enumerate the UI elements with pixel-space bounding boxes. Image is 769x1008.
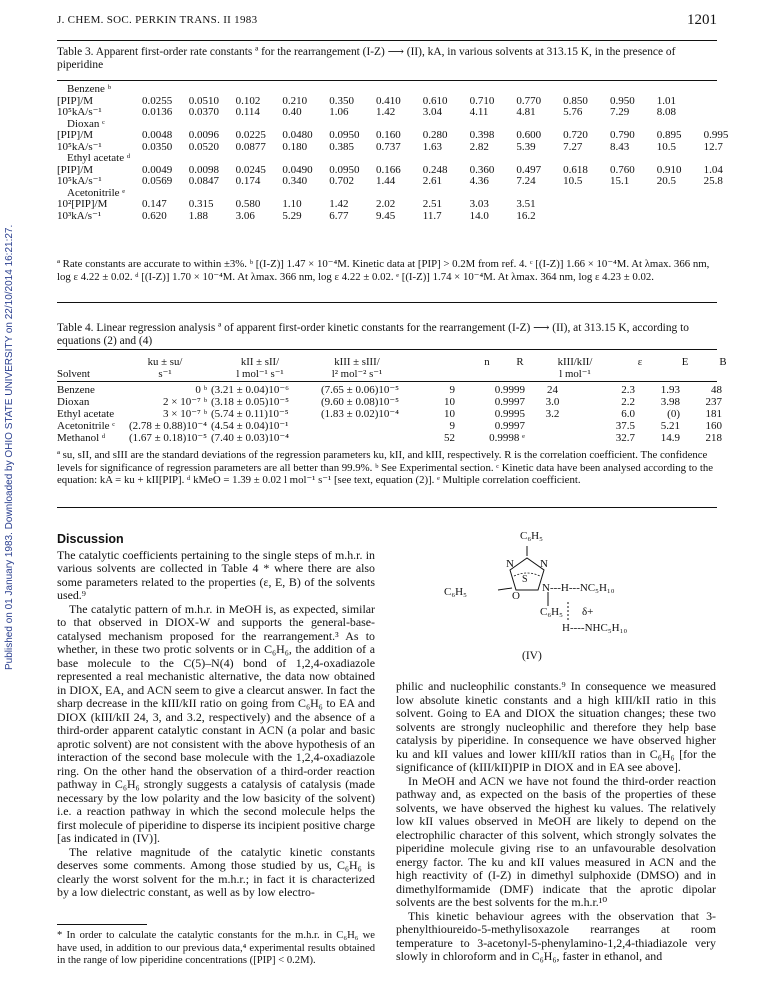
table-cell: 4.36: [469, 175, 489, 187]
table-cell: 2.02: [375, 198, 396, 210]
table-cell: 1.44: [375, 175, 396, 187]
table-cell: 1.93: [660, 384, 680, 396]
table-cell: 10: [444, 408, 455, 420]
table-cell: Ethyl acetate: [57, 408, 115, 420]
discussion-footnote: * In order to calculate the catalytic constants for the m.h.r. in C₆H₆ we have used, in addition to our previous data,⁴ experimental results obtained in the range of low piperidine concentrations ([PIP] < 0.2M).: [57, 930, 375, 966]
table-cell: Acetonitrile ᶜ: [57, 420, 116, 432]
table-cell: (4.54 ± 0.04)10⁻¹: [211, 420, 289, 432]
table-row: [57, 432, 722, 444]
table-cell: 25.8: [703, 175, 723, 187]
table-cell: 0.600: [516, 129, 542, 141]
table-cell: 16.2: [516, 209, 536, 222]
table-cell: [321, 420, 427, 432]
table-cell: 0.0225: [235, 129, 266, 141]
table-cell: (2.78 ± 0.88)10⁻⁴: [128, 420, 207, 432]
divider: [57, 349, 717, 350]
table-row: [57, 142, 750, 154]
phenyl-top: C₆H₅: [520, 530, 543, 542]
table-cell: 15.1: [609, 175, 630, 187]
column-header: ku ± su/ s⁻¹: [147, 356, 183, 380]
table-row: [57, 130, 750, 142]
table-cell: Benzene: [57, 384, 95, 396]
table-cell: 1.42: [329, 198, 349, 210]
table-cell: 0.410: [375, 94, 401, 107]
table-cell: 32.7: [615, 432, 635, 444]
table-cell: 5.39: [516, 140, 536, 153]
paragraph: This kinetic behaviour agrees with the observation that 3-phenylthioureido-5-methylisoxazole rearranges at room temperature to 3-acetonyl-5-phenylamino-1,2,4-thiadiazole very slowly in chloroform and in C₆H₆, faster in ethanol, and: [396, 908, 716, 963]
row-label: 10²[PIP]/M: [57, 198, 108, 210]
table-row: [57, 420, 722, 432]
atom-n: N: [540, 558, 548, 570]
table-cell: 0.0136: [142, 106, 173, 118]
column-header: kIII/kII/ l mol⁻¹: [557, 356, 593, 380]
paragraph: The relative magnitude of the catalytic kinetic constants deserves some comments. Among those studied by us, C₆H₆ is clearly the worst solvent for the m.h.r.; in fact it is characterized by a low dielectric constant, as well as by low electro-: [57, 844, 375, 899]
table-cell: 0.910: [656, 163, 682, 176]
structure-iv: [440, 530, 630, 670]
table-cell: 0.0048: [142, 129, 173, 141]
table-cell: 0.0049: [142, 163, 173, 176]
table-cell: 10.5: [656, 140, 677, 153]
table-cell: (3.18 ± 0.05)10⁻⁵: [211, 396, 290, 408]
table4: [57, 384, 722, 444]
phenyl-left: C₆H₅: [444, 586, 467, 598]
table-cell: 10.5: [563, 175, 583, 187]
table-cell: 0.9997: [494, 420, 525, 432]
table3-section-name: Dioxan ᶜ: [67, 117, 105, 130]
table-cell: 1.88: [188, 209, 209, 222]
table-cell: 0.166: [375, 163, 401, 176]
table-cell: (1.83 ± 0.02)10⁻⁴: [321, 408, 400, 420]
table-cell: 0.720: [563, 129, 588, 141]
table-cell: 8.43: [609, 140, 630, 153]
table-cell: 0.0490: [282, 163, 313, 176]
table-cell: 0.620: [142, 209, 167, 222]
table-row: [57, 199, 750, 211]
table-cell: 237: [705, 396, 722, 408]
table-cell: 4.11: [469, 106, 489, 118]
phenyl-lower: C₆H₅: [540, 606, 563, 618]
row-label: 10⁵kA/s⁻¹: [57, 175, 102, 187]
table-cell: 0.580: [235, 198, 261, 210]
table-cell: 0.0096: [188, 129, 220, 141]
table-cell: 9: [449, 420, 455, 432]
table-row: [57, 107, 750, 119]
table-cell: 14.0: [469, 209, 489, 222]
table-cell: 0.0877: [235, 140, 266, 153]
table-cell: 4.81: [516, 106, 536, 118]
table-cell: 1.01: [656, 94, 677, 107]
table-cell: 1.63: [422, 140, 443, 153]
table-row: [57, 176, 750, 188]
table-cell: (5.74 ± 0.11)10⁻⁵: [211, 408, 289, 420]
column-header: E: [681, 356, 689, 368]
table-cell: 2.61: [422, 175, 443, 187]
table-cell: 0.710: [469, 94, 495, 107]
table-cell: 7.24: [516, 175, 536, 187]
table-cell: 0.895: [656, 129, 682, 141]
table-cell: 181: [705, 408, 722, 420]
table-cell: 2.51: [422, 198, 443, 210]
table-cell: 0.0950: [329, 163, 360, 176]
discussion-left-column: [57, 533, 375, 900]
table-cell: 0.147: [142, 198, 167, 210]
divider: [57, 40, 717, 41]
table3-section-name: Ethyl acetate ᵈ: [67, 152, 131, 164]
row-label: [PIP]/M: [57, 163, 94, 176]
row-label: [PIP]/M: [57, 94, 94, 107]
table-cell: 0.850: [563, 94, 588, 107]
table-cell: 8.08: [656, 106, 677, 118]
table-cell: [525, 432, 580, 444]
table-cell: 0.9999: [494, 384, 525, 396]
table-cell: 5.21: [660, 420, 680, 432]
table-cell: (1.67 ± 0.18)10⁻⁵: [128, 432, 207, 444]
table-cell: 0.0847: [188, 175, 220, 187]
table-cell: 0.0950: [329, 129, 360, 141]
table-cell: 1.06: [329, 106, 349, 118]
table-cell: 52: [444, 432, 455, 444]
table-cell: 3.06: [235, 209, 255, 222]
table-cell: (7.65 ± 0.06)10⁻⁵: [321, 384, 400, 396]
table-cell: 1.04: [703, 163, 723, 176]
table-cell: 3.0: [545, 396, 560, 408]
table-cell: 0.737: [375, 140, 401, 153]
table-cell: 0.114: [235, 106, 260, 118]
table-cell: 0 ᵇ: [195, 384, 207, 396]
table3-section-name: Benzene ᵇ: [67, 83, 112, 95]
table-cell: 0.0098: [188, 163, 220, 176]
table-cell: 3.98: [660, 396, 680, 408]
table-cell: 0.497: [516, 163, 542, 176]
table-cell: [525, 420, 580, 432]
delta-plus: δ+: [582, 606, 594, 618]
table-cell: 0.9995: [494, 408, 525, 420]
table-cell: (9.60 ± 0.08)10⁻⁵: [321, 396, 400, 408]
table-cell: 3 × 10⁻⁷ ᵇ: [163, 408, 207, 420]
table-cell: 2.2: [621, 396, 635, 408]
column-header: Solvent: [57, 368, 90, 380]
table-cell: (3.21 ± 0.04)10⁻⁶: [211, 384, 290, 396]
table-cell: 0.40: [282, 106, 302, 118]
table-cell: 0.0480: [282, 129, 313, 141]
row-label: 10⁵kA/s⁻¹: [57, 106, 102, 118]
table-cell: Methanol ᵈ: [57, 432, 106, 444]
column-header: kIII ± sIII/ l² mol⁻² s⁻¹: [331, 356, 383, 380]
table-cell: Dioxan: [57, 396, 90, 408]
column-header: B: [719, 356, 727, 368]
table-cell: 0.0370: [188, 106, 220, 118]
piperidine-h: H----NHC₅H₁₀: [562, 622, 628, 634]
table-cell: 0.360: [469, 163, 495, 176]
paragraph: The catalytic coefficients pertaining to the single steps of m.h.r. in various solvents are collected in Table 4 * where there are also some parameters related to the properties (ε, E, B) of the solvents used.⁹: [57, 547, 375, 602]
hbond-chain: N---H---NC₅H₁₀: [542, 582, 615, 594]
table-cell: 14.9: [660, 432, 680, 444]
table-cell: (0): [667, 408, 680, 420]
column-header: kII ± sII/ l mol⁻¹ s⁻¹: [236, 356, 284, 380]
table-cell: 9.45: [375, 209, 396, 222]
column-header: R: [516, 356, 524, 368]
table-cell: 0.350: [329, 94, 354, 107]
table-cell: 218: [705, 432, 722, 444]
row-label: 10³kA/s⁻¹: [57, 209, 102, 222]
table-cell: 20.5: [656, 175, 677, 187]
table-cell: 0.280: [422, 129, 448, 141]
table-cell: 5.29: [282, 209, 302, 222]
table3: [57, 84, 750, 222]
table-cell: 1.10: [282, 198, 302, 210]
table-cell: 3.04: [422, 106, 443, 118]
paragraph: In MeOH and ACN we have not found the third-order reaction pathway and, as expected on the basis of the properties of these solvents, we have observed the highest ku values. The relatively low kII values observed in MeOH are likely to depend on the electrophilic character of this solvent, which strongly solvates the piperidine molecule giving rise to an unfavourable desolvation energy factor. The ku and kII values measured in ACN and the high reactivity of (I-Z) in dimethyl sulphoxide (DMSO) and in dimethylformamide (DMF) indicate that the aprotic dipolar solvents are the best solvents for the m.h.r.¹⁰: [396, 773, 716, 909]
table-cell: 0.770: [516, 94, 542, 107]
table4-caption: Table 4. Linear regression analysis ª of apparent first-order kinetic constants for the rearrangement (I-Z) ⟶ (II), at 313.15 K, according to equations (2) and (4): [57, 322, 689, 347]
table-cell: 2.3: [621, 384, 635, 396]
table-row: [57, 211, 750, 223]
table-cell: 12.7: [703, 140, 723, 153]
table-row: [57, 408, 722, 420]
table-cell: 6.77: [329, 209, 349, 222]
table-cell: 0.340: [282, 175, 308, 187]
discussion-right-column: [396, 680, 716, 964]
row-label: [PIP]/M: [57, 129, 94, 141]
table-cell: 0.790: [609, 129, 635, 141]
table-cell: 0.995: [703, 129, 729, 141]
table-cell: 0.950: [609, 94, 635, 107]
row-label: 10⁵kA/s⁻¹: [57, 140, 102, 153]
table-cell: 0.160: [375, 129, 401, 141]
table-cell: 0.180: [282, 140, 308, 153]
table-cell: 0.398: [469, 129, 495, 141]
table-cell: 11.7: [422, 209, 442, 222]
table-cell: 48: [711, 384, 722, 396]
table-row: [57, 396, 722, 408]
table3-footnote: ª Rate constants are accurate to within ±3%. ᵇ [(I-Z)] 1.47 × 10⁻⁴M. Kinetic data at [PIP] > 0.2M from ref. 4. ᶜ [(I-Z)] 1.66 × 10⁻⁴M. At λmax. 366 nm, log ε 4.22 ± 0.02. ᵈ [(I-Z)] 1.70 × 10⁻⁴M. At λmax. 366 nm, log ε 4.22 ± 0.02. ᵉ [(I-Z)] 1.74 × 10⁻⁴M. At λmax. 364 nm, log ε 4.23 ± 0.02.: [57, 258, 710, 283]
table-cell: 2.82: [469, 140, 489, 153]
structure-bonds: [440, 530, 630, 670]
table-cell: 0.210: [282, 94, 308, 107]
table-cell: 0.0255: [142, 94, 173, 107]
table-cell: (7.40 ± 0.03)10⁻⁴: [211, 432, 290, 444]
table-cell: 0.702: [329, 175, 354, 187]
table-cell: 7.29: [609, 106, 630, 118]
table-cell: 0.315: [188, 198, 214, 210]
column-header: ε: [637, 356, 643, 368]
table-cell: 3.03: [469, 198, 489, 210]
table-cell: 24: [547, 384, 558, 396]
divider: [57, 507, 717, 508]
table-cell: 37.5: [615, 420, 635, 432]
table-cell: 3.51: [516, 198, 536, 210]
table-cell: 0.248: [422, 163, 448, 176]
page-number: 1201: [687, 12, 717, 28]
table-cell: 7.27: [563, 140, 583, 153]
table4-footnote: ª su, sII, and sIII are the standard deviations of the regression parameters ku, kII, and kIII, respectively. R is the correlation coefficient. The confidence levels for significance of regression parameters are all better than 99.9%. ᵇ See Experimental section. ᶜ Kinetic data have been analysed according to the equation: kA = ku + kII[PIP]. ᵈ kMeO = 1.39 ± 0.02 l mol⁻¹ s⁻¹ [see text, equation (2)]. ᵉ Multiple correlation coefficient.: [57, 449, 714, 486]
journal-header: J. CHEM. SOC. PERKIN TRANS. II 1983: [57, 14, 258, 26]
atom-n: N: [506, 558, 514, 570]
table-cell: 0.9997: [494, 396, 525, 408]
table-cell: 2 × 10⁻⁷ ᵇ: [163, 396, 207, 408]
table-cell: 0.618: [563, 163, 588, 176]
table-cell: 0.0350: [142, 140, 173, 153]
table-cell: 6.0: [621, 408, 635, 420]
table-cell: 0.9998 ᵉ: [489, 432, 525, 444]
divider: [57, 381, 717, 382]
divider: [57, 80, 717, 81]
table-cell: 10: [444, 396, 455, 408]
atom-o: O: [512, 590, 520, 602]
table-cell: 0.610: [422, 94, 448, 107]
table-cell: 0.760: [609, 163, 635, 176]
paragraph: philic and nucleophilic constants.⁹ In consequence we measured low absolute kinetic constants and a high kIII/kII ratio in this solvent. Going to EA and DIOX the situation changes; these two solvents are strongly nucleophilic and therefore they help base catalysis by piperidine. In consequence we have observed higher ku and kII values and lower kIII/kII ratios than in C₆H₆ [for the significance of (kIII/kII)PIP in DIOX and in EA see above].: [396, 679, 716, 774]
footnote-rule: [57, 924, 147, 925]
table3-caption: Table 3. Apparent first-order rate constants ª for the rearrangement (I-Z) ⟶ (II), kA, in various solvents at 313.15 K, in the presence of piperidine: [57, 46, 676, 71]
table-cell: 160: [705, 420, 722, 432]
table3-section-name: Acetonitrile ᵉ: [67, 186, 126, 199]
structure-label: (IV): [522, 650, 542, 662]
table-cell: 1.42: [375, 106, 396, 118]
download-watermark: Published on 01 January 1983. Downloaded by OHIO STATE UNIVERSITY on 22/10/2014 16:21:27.: [4, 224, 15, 670]
paragraph: The catalytic pattern of m.h.r. in MeOH is, as expected, similar to that observed in DIOX-W and supports the general-base-catalysed mechanism proposed for the rearrangement.³ As to whether, in these two protic solvents or in C₆H₆, the addition of a base molecule to the C(5)–N(4) bond of 1,2,4-oxadiazole represented a real mechanistic alternative, the data now obtained in DIOX, EA, and ACN seem to give a clearcut answer. In fact the sharp decrease in the kIII/kII ratio on going from C₆H₆ to EA and DIOX (kIII/kII 24, 3, and 3.2, respectively) and the absence of a third-order apparent catalytic constant in ACN (a polar and basic aprotic solvent) are not consistent with the above hypothesis of an interaction of the second base molecule with the 1,2,4-oxadiazole ring. On the other hand the observation of a third-order reaction pathway in C₆H₆ strongly suggests a catalysis of catalysis (made necessary by the low polarity and the low basicity of the solvent) i.e. a reaction pathway in which the second molecule helps the first molecule of piperidine to disperse its incipient positive charge [as indicated in (IV)].: [57, 601, 375, 845]
table-cell: [321, 432, 427, 444]
table-cell: 3.2: [545, 408, 560, 420]
table-cell: 0.0245: [235, 163, 266, 176]
table-cell: 9: [449, 384, 455, 396]
table-cell: 0.0520: [188, 140, 220, 153]
table-cell: 0.0569: [142, 175, 173, 187]
divider: [57, 302, 717, 303]
atom-s: S: [522, 574, 528, 585]
section-heading: Discussion: [57, 532, 124, 546]
table-row: [57, 384, 722, 396]
table-cell: 5.76: [563, 106, 583, 118]
table-cell: 0.102: [235, 94, 261, 107]
table-cell: 0.174: [235, 175, 261, 187]
column-header: n: [484, 356, 490, 368]
table-cell: 0.0510: [188, 94, 220, 107]
table-cell: 0.385: [329, 140, 354, 153]
